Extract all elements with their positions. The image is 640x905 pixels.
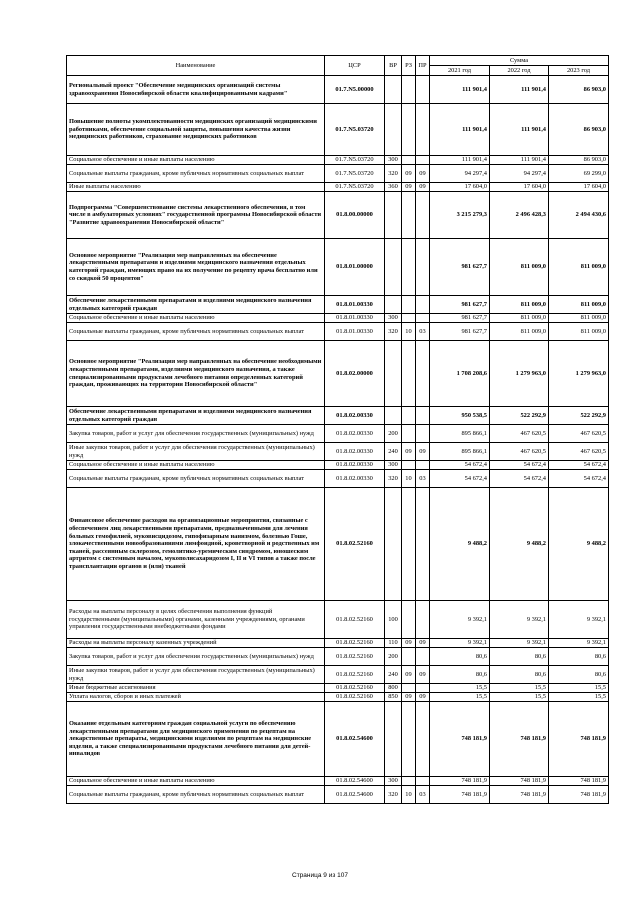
table-row [67,693,609,702]
cell-2023: 86 903,0 [549,104,609,156]
cell-pr [416,314,430,323]
cell-name: Социальные выплаты гражданам, кроме публичных нормативных социальных выплат [67,786,325,804]
cell-2023: 9 392,1 [549,639,609,648]
cell-2023: 748 181,9 [549,702,609,777]
cell-2021: 111 901,4 [430,156,490,165]
cell-2022: 80,6 [490,666,549,684]
cell-2022: 811 009,0 [490,323,549,341]
cell-2022: 9 488,2 [490,488,549,601]
cell-vr: 200 [385,648,402,666]
cell-2022: 811 009,0 [490,314,549,323]
cell-2022: 54 672,4 [490,470,549,488]
cell-name: Обеспечение лекарственными препаратами и изделиями медицинского назначения отдельных категорий граждан [67,407,325,425]
cell-rz [402,314,416,323]
cell-csr: 01.8.02.52160 [325,684,385,693]
header-csr: ЦСР [325,56,385,76]
cell-rz [402,488,416,601]
cell-pr: 09 [416,443,430,461]
cell-vr: 240 [385,666,402,684]
cell-name: Социальные выплаты гражданам, кроме публичных нормативных социальных выплат [67,470,325,488]
cell-rz: 10 [402,786,416,804]
cell-pr [416,601,430,639]
cell-vr: 300 [385,314,402,323]
cell-name: Оказание отдельным категориям граждан социальной услуги по обеспечению лекарственными препаратами для медицинского применения по рецептам на лекарственные препараты, медицинскими изделиями по рецептам на медицинские изделия, а также специализированными продуктами лечебного питания для детей-инвалидов [67,702,325,777]
cell-name: Иные выплаты населению [67,183,325,192]
cell-2022: 748 181,9 [490,786,549,804]
cell-vr: 240 [385,443,402,461]
cell-2021: 54 672,4 [430,470,490,488]
cell-2022: 17 604,0 [490,183,549,192]
cell-rz [402,341,416,407]
cell-name: Социальное обеспечение и иные выплаты населению [67,461,325,470]
cell-2022: 811 009,0 [490,296,549,314]
table-row [67,407,609,425]
cell-vr: 320 [385,786,402,804]
cell-2023: 467 620,5 [549,443,609,461]
cell-name: Закупка товаров, работ и услуг для обеспечения государственных (муниципальных) нужд [67,648,325,666]
cell-csr: 01.8.01.00330 [325,314,385,323]
cell-2021: 15,5 [430,684,490,693]
cell-pr: 03 [416,470,430,488]
budget-table [66,55,609,804]
cell-pr [416,296,430,314]
cell-2023: 522 292,9 [549,407,609,425]
cell-2023: 86 903,0 [549,156,609,165]
cell-vr [385,239,402,296]
cell-name: Основное мероприятие "Реализация мер направленных на обеспечение лекарственными препаратами и изделиями медицинского назначения отдельных категорий граждан, имеющих право на их получение по рецепту врача бесплатно или со скидкой 50 процентов" [67,239,325,296]
cell-pr: 09 [416,183,430,192]
cell-rz [402,648,416,666]
cell-csr: 01.7.N5.03720 [325,156,385,165]
table-row [67,443,609,461]
cell-rz [402,601,416,639]
cell-rz: 09 [402,165,416,183]
cell-pr [416,702,430,777]
cell-2022: 522 292,9 [490,407,549,425]
cell-2022: 467 620,5 [490,425,549,443]
cell-vr: 320 [385,323,402,341]
cell-2023: 15,5 [549,684,609,693]
cell-csr: 01.8.01.00330 [325,323,385,341]
cell-pr: 03 [416,323,430,341]
cell-2021: 94 297,4 [430,165,490,183]
cell-2021: 17 604,0 [430,183,490,192]
table-row [67,648,609,666]
cell-csr: 01.8.02.00330 [325,461,385,470]
cell-rz [402,461,416,470]
header-pr: ПР [416,56,430,76]
cell-2022: 15,5 [490,693,549,702]
cell-2023: 467 620,5 [549,425,609,443]
cell-pr [416,156,430,165]
table-row [67,425,609,443]
cell-vr: 360 [385,183,402,192]
cell-2022: 80,6 [490,648,549,666]
table-row [67,104,609,156]
cell-vr: 200 [385,425,402,443]
cell-2021: 111 901,4 [430,104,490,156]
cell-2022: 9 392,1 [490,601,549,639]
cell-2022: 467 620,5 [490,443,549,461]
cell-csr: 01.8.00.00000 [325,192,385,239]
cell-rz: 09 [402,666,416,684]
cell-rz [402,156,416,165]
cell-name: Финансовое обеспечение расходов на организационные мероприятия, связанные с обеспечением лиц лекарственными препаратами, предназначенными для лечения больных гемофилией, муковисцидозом, гипофизарным нанизмом, болезнью Гоше, злокачественными новообразованиями лимфоидной, кроветворной и родственных им тканей, рассеянным склерозом, гемолитико-уремическим синдромом, юношеским артритом с системным началом, мукополисахаридозом I, II и VI типов а также после трансплантации органов и (или) тканей [67,488,325,601]
cell-rz: 10 [402,323,416,341]
cell-csr: 01.8.02.52160 [325,693,385,702]
cell-pr: 09 [416,165,430,183]
cell-rz: 09 [402,443,416,461]
cell-name: Иные закупки товаров, работ и услуг для обеспечения государственных (муниципальных) нужд [67,443,325,461]
cell-csr: 01.8.01.00330 [325,296,385,314]
cell-csr: 01.7.N5.03720 [325,183,385,192]
cell-pr [416,76,430,104]
cell-2023: 80,6 [549,666,609,684]
cell-pr [416,777,430,786]
cell-2021: 1 708 208,6 [430,341,490,407]
header-vr: ВР [385,56,402,76]
cell-2021: 748 181,9 [430,702,490,777]
cell-vr [385,488,402,601]
table-row [67,666,609,684]
cell-2021: 80,6 [430,648,490,666]
cell-csr: 01.7.N5.00000 [325,76,385,104]
cell-2022: 748 181,9 [490,702,549,777]
cell-2021: 80,6 [430,666,490,684]
table-row [67,341,609,407]
cell-csr: 01.8.02.00330 [325,425,385,443]
cell-pr [416,425,430,443]
cell-vr: 800 [385,684,402,693]
cell-csr: 01.8.02.00000 [325,341,385,407]
cell-2023: 9 392,1 [549,601,609,639]
cell-2022: 94 297,4 [490,165,549,183]
cell-csr: 01.8.02.00330 [325,407,385,425]
cell-2021: 981 627,7 [430,323,490,341]
cell-2023: 748 181,9 [549,786,609,804]
cell-name: Иные закупки товаров, работ и услуг для обеспечения государственных (муниципальных) нужд [67,666,325,684]
cell-vr: 320 [385,165,402,183]
cell-2023: 86 903,0 [549,76,609,104]
table-row [67,601,609,639]
cell-rz: 09 [402,693,416,702]
cell-pr [416,341,430,407]
cell-csr: 01.8.02.54600 [325,777,385,786]
cell-2022: 111 901,4 [490,104,549,156]
header-sum: Сумма [430,56,609,66]
cell-name: Подпрограмма "Совершенствование системы лекарственного обеспечения, в том числе в амбулаторных условиях" государственной программы Новосибирской области "Развитие здравоохранения Новосибирской области" [67,192,325,239]
cell-2021: 950 538,5 [430,407,490,425]
cell-rz [402,425,416,443]
cell-2021: 15,5 [430,693,490,702]
cell-name: Повышение полноты укомплектованности медицинских организаций медицинскими работниками, обеспечение социальной защиты, повышения качества жизни медицинских работников, страхование медицинских работников [67,104,325,156]
cell-name: Социальное обеспечение и иные выплаты населению [67,777,325,786]
table-row [67,786,609,804]
cell-csr: 01.7.N5.03720 [325,104,385,156]
cell-2021: 111 901,4 [430,76,490,104]
cell-vr [385,76,402,104]
cell-2021: 895 866,1 [430,443,490,461]
cell-2023: 80,6 [549,648,609,666]
cell-2023: 2 494 430,6 [549,192,609,239]
cell-vr: 100 [385,601,402,639]
cell-csr: 01.8.01.00000 [325,239,385,296]
cell-2023: 811 009,0 [549,296,609,314]
cell-rz [402,104,416,156]
table-row [67,76,609,104]
cell-2021: 9 392,1 [430,601,490,639]
cell-2022: 111 901,4 [490,76,549,104]
cell-2021: 3 215 279,3 [430,192,490,239]
cell-name: Расходы на выплаты персоналу в целях обеспечения выполнения функций государственными (муниципальными) органами, казенными учреждениями, органами управления государственными внебюджетными фондами [67,601,325,639]
table-row [67,461,609,470]
cell-2022: 1 279 963,0 [490,341,549,407]
cell-vr: 850 [385,693,402,702]
cell-2022: 15,5 [490,684,549,693]
table-row [67,470,609,488]
header-rz: РЗ [402,56,416,76]
table-body [67,76,609,804]
budget-table-page [66,55,608,804]
cell-2022: 2 496 428,3 [490,192,549,239]
cell-vr [385,296,402,314]
cell-2023: 811 009,0 [549,314,609,323]
cell-csr: 01.8.02.52160 [325,488,385,601]
cell-2021: 981 627,7 [430,314,490,323]
cell-csr: 01.7.N5.03720 [325,165,385,183]
cell-name: Закупка товаров, работ и услуг для обеспечения государственных (муниципальных) нужд [67,425,325,443]
cell-vr: 320 [385,470,402,488]
cell-2021: 9 392,1 [430,639,490,648]
header-year-2021: 2021 год [430,66,490,76]
header-year-2022: 2022 год [490,66,549,76]
cell-vr [385,104,402,156]
cell-name: Уплата налогов, сборов и иных платежей [67,693,325,702]
cell-pr [416,104,430,156]
cell-rz [402,76,416,104]
cell-rz: 09 [402,639,416,648]
table-row [67,314,609,323]
cell-rz [402,192,416,239]
table-row [67,192,609,239]
table-row [67,165,609,183]
cell-pr [416,648,430,666]
cell-name: Социальные выплаты гражданам, кроме публичных нормативных социальных выплат [67,323,325,341]
cell-vr: 300 [385,777,402,786]
cell-rz [402,684,416,693]
cell-2022: 111 901,4 [490,156,549,165]
cell-name: Иные бюджетные ассигнования [67,684,325,693]
page-footer: Страница 9 из 107 [292,872,348,879]
cell-name: Социальное обеспечение и иные выплаты населению [67,314,325,323]
cell-name: Социальные выплаты гражданам, кроме публичных нормативных социальных выплат [67,165,325,183]
table-row [67,183,609,192]
cell-pr [416,407,430,425]
header-year-2023: 2023 год [549,66,609,76]
cell-2023: 17 604,0 [549,183,609,192]
cell-pr: 03 [416,786,430,804]
table-row [67,323,609,341]
cell-csr: 01.8.02.00330 [325,443,385,461]
cell-rz [402,777,416,786]
cell-vr [385,407,402,425]
cell-pr: 09 [416,693,430,702]
cell-2023: 811 009,0 [549,323,609,341]
cell-pr: 09 [416,666,430,684]
cell-2021: 981 627,7 [430,239,490,296]
cell-name: Основное мероприятие "Реализация мер направленных на обеспечение необходимыми лекарственными препаратами, изделиями медицинского назначения, а также специализированными продуктами лечебного питания определенных категорий граждан, проживающих на территории Новосибирской области" [67,341,325,407]
cell-rz: 09 [402,183,416,192]
table-row [67,296,609,314]
cell-2021: 54 672,4 [430,461,490,470]
table-row [67,777,609,786]
cell-rz [402,239,416,296]
cell-pr [416,488,430,601]
header-name: Наименование [67,56,325,76]
cell-2023: 54 672,4 [549,461,609,470]
cell-vr [385,341,402,407]
cell-rz [402,407,416,425]
cell-2023: 1 279 963,0 [549,341,609,407]
cell-csr: 01.8.02.54600 [325,702,385,777]
cell-pr [416,239,430,296]
cell-2023: 748 181,9 [549,777,609,786]
cell-vr: 110 [385,639,402,648]
cell-vr: 300 [385,461,402,470]
table-row [67,488,609,601]
cell-2023: 69 299,0 [549,165,609,183]
cell-pr: 09 [416,639,430,648]
cell-csr: 01.8.02.52160 [325,648,385,666]
cell-2023: 9 488,2 [549,488,609,601]
cell-2023: 54 672,4 [549,470,609,488]
cell-2021: 9 488,2 [430,488,490,601]
cell-2022: 811 009,0 [490,239,549,296]
cell-name: Обеспечение лекарственными препаратами и изделиями медицинского назначения отдельных категорий граждан [67,296,325,314]
cell-name: Региональный проект "Обеспечение медицинских организаций системы здравоохранения Новосибирской области квалифицированными кадрами" [67,76,325,104]
table-row [67,702,609,777]
table-row [67,156,609,165]
cell-name: Расходы на выплаты персоналу казенных учреждений [67,639,325,648]
cell-2021: 895 866,1 [430,425,490,443]
cell-2021: 748 181,9 [430,777,490,786]
cell-pr [416,461,430,470]
cell-2022: 9 392,1 [490,639,549,648]
cell-name: Социальное обеспечение и иные выплаты населению [67,156,325,165]
table-row [67,684,609,693]
cell-2023: 811 009,0 [549,239,609,296]
table-row [67,239,609,296]
cell-vr [385,702,402,777]
cell-vr [385,192,402,239]
cell-csr: 01.8.02.00330 [325,470,385,488]
cell-csr: 01.8.02.52160 [325,639,385,648]
cell-2023: 15,5 [549,693,609,702]
cell-csr: 01.8.02.52160 [325,601,385,639]
cell-rz [402,702,416,777]
cell-rz: 10 [402,470,416,488]
cell-2022: 748 181,9 [490,777,549,786]
cell-rz [402,296,416,314]
cell-pr [416,684,430,693]
table-row [67,639,609,648]
cell-pr [416,192,430,239]
cell-csr: 01.8.02.52160 [325,666,385,684]
cell-2021: 748 181,9 [430,786,490,804]
cell-2021: 981 627,7 [430,296,490,314]
cell-vr: 300 [385,156,402,165]
cell-csr: 01.8.02.54600 [325,786,385,804]
cell-2022: 54 672,4 [490,461,549,470]
